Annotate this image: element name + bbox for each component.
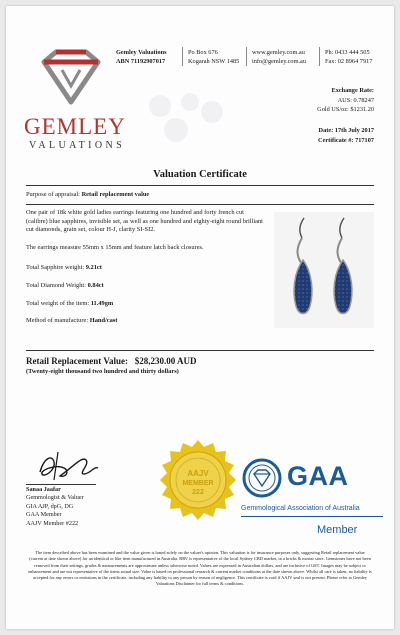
company-abn: ABN 71192907017 — [116, 58, 166, 65]
web-block — [252, 48, 306, 66]
detail-sapphire — [26, 264, 102, 273]
valuation-certificate — [6, 6, 394, 629]
detail-diamond — [26, 282, 104, 291]
detail-manufacture — [26, 317, 117, 326]
signatory-gaa: GAA Member — [26, 511, 62, 519]
gemley-diamond-logo-icon — [40, 48, 102, 106]
retail-label: Retail Replacement Value: — [26, 356, 128, 366]
retail-value — [26, 356, 197, 366]
detail-total-weight — [26, 300, 113, 309]
phone: Ph: 0433 444 505 — [325, 49, 370, 56]
gaa-full-name: Gemmological Association of Australia — [241, 505, 360, 512]
signatory-block — [26, 486, 84, 528]
signature-mark — [34, 448, 104, 484]
disclaimer-text: The item described above has been examined and the value given is based solely on the valuer's opinion. This valuation is for insurance purposes only, suggesting Retail replacement value (current at date shown above) for an identical or like item manufactured in Australia. RRV is representative of the local Sydney CBD market, in a bricks & mortar store. Gemstones have not been removed from their settings, grades & measurements are approximate unless otherwise noted. Values are expressed in Australian dollars, and are inclusive of GST. Images may be subject to enhancement and are not representative of the items actual size. Value is based on professional research & current market conditions at the date shown above. Whilst all care is taken, no liability is accepted for any errors or omissions in the certificate, including any liability to any person by reason of negligence. This certificate is void if AAJV seal is not present. Please refer to Gemley Valuations Disclaimer for full terms & conditions. — [28, 550, 372, 587]
purpose-label: Purpose of appraisal: — [26, 191, 82, 198]
seal-line3: 222 — [192, 489, 204, 496]
earrings-photo — [274, 212, 374, 328]
signatory-role: Gemmologist & Valuer — [26, 494, 84, 502]
seal-line1: AAJV — [187, 469, 209, 478]
exchange-gold: Gold US/oz: $1231.20 — [317, 106, 374, 113]
title-rule — [26, 185, 374, 186]
signatory-name: Sanaa Jaafar — [26, 486, 61, 493]
decorative-gem-shapes — [146, 92, 226, 148]
exchange-label: Exchange Rate: — [331, 87, 374, 94]
gaa-rule — [241, 516, 383, 517]
header-divider — [319, 47, 320, 66]
retail-value-words: (Twenty-eight thousand two hundred and thirty dollars) — [26, 368, 179, 375]
address-block — [188, 48, 239, 66]
detail-value: 0.84ct — [87, 282, 104, 289]
detail-value: Hand/cast — [89, 317, 118, 324]
detail-value: 9.21ct — [85, 264, 102, 271]
exchange-aus: AUS: 0.78247 — [337, 96, 374, 104]
detail-label: Total Diamond Weight: — [26, 282, 88, 289]
certificate-meta — [318, 126, 374, 145]
section-rule — [26, 350, 374, 351]
purpose-value: Retail replacement value — [81, 191, 150, 198]
purpose-line — [26, 191, 246, 200]
gaa-diamond-logo-icon — [242, 458, 282, 498]
retail-amount: $28,230.00 AUD — [134, 356, 197, 366]
gaa-logo-text: GAA — [287, 461, 349, 491]
company-block — [116, 48, 167, 66]
brand-subtitle: VALUATIONS — [29, 140, 126, 151]
website-link[interactable]: www.gemley.com.au — [252, 49, 305, 56]
company-name: Gemley Valuations — [116, 49, 167, 56]
email-link[interactable]: info@gemley.com.au — [252, 58, 306, 65]
header-divider — [246, 47, 247, 66]
certificate-number: Certificate #: 717107 — [318, 136, 374, 144]
seal-line2: MEMBER — [182, 480, 214, 487]
gaa-member-label: Member — [317, 524, 358, 536]
detail-label: Total weight of the item: — [26, 300, 91, 307]
suburb: Kogarah NSW 1485 — [188, 58, 240, 65]
signature-line — [26, 484, 96, 485]
page-title: Valuation Certificate — [153, 169, 247, 180]
detail-label: Total Sapphire weight: — [26, 264, 86, 271]
brand-name: GEMLEY — [24, 114, 126, 139]
certificate-date: Date: 17th July 2017 — [318, 127, 374, 134]
signatory-aajv: AAJV Member #222 — [26, 519, 79, 527]
phone-block — [325, 48, 372, 66]
section-rule — [26, 204, 374, 205]
item-measurements: The earrings measure 55mm x 15mm and feature latch back closures. — [26, 244, 204, 251]
item-description: One pair of 18k white gold ladies earrings featuring one hundred and forty french cut (calibre) blue sapphires, invisible set, as well as one hundred and eighty-eight round brilliant cut diamonds, grain set, colour H-J, clarity SI-SI2. — [26, 209, 263, 234]
detail-label: Method of manufacture: — [26, 317, 90, 324]
signatory-quals: GIA AJP, dpG, DG — [26, 502, 74, 510]
aajv-gold-seal-icon — [156, 438, 240, 522]
header-divider — [182, 47, 183, 66]
detail-value: 11.49gm — [90, 300, 114, 307]
fax: Fax: 02 8964 7917 — [325, 58, 373, 65]
po-box: Po Box 676 — [188, 49, 218, 56]
exchange-rate-block — [317, 86, 374, 115]
